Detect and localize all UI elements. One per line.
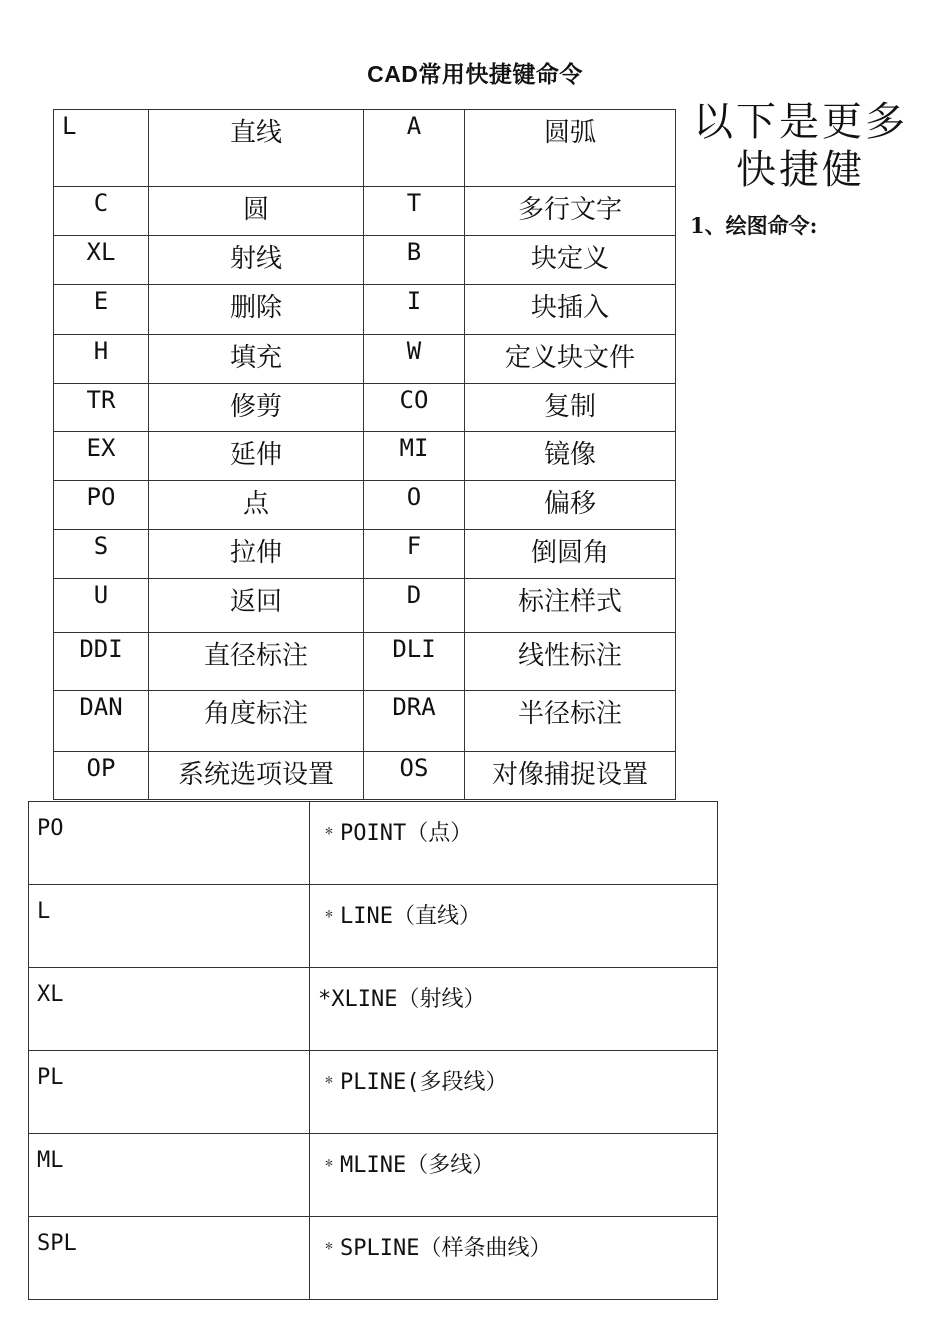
command-name: 线性标注: [465, 633, 676, 691]
shortcut-key: W: [364, 335, 465, 384]
shortcut-key: D: [364, 579, 465, 633]
shortcut-row: [54, 285, 676, 335]
command-alias: PO: [29, 802, 310, 885]
draw-command-table: [28, 801, 718, 1300]
section-heading: 1、绘图命令:: [690, 213, 818, 238]
shortcut-key: MI: [364, 432, 465, 481]
shortcut-key: CO: [364, 384, 465, 432]
shortcut-key: E: [54, 285, 149, 335]
shortcut-key: DLI: [364, 633, 465, 691]
draw-command-row: [29, 968, 718, 1051]
command-name: 延伸: [149, 432, 364, 481]
shortcut-key: O: [364, 481, 465, 530]
shortcut-key: DAN: [54, 691, 149, 752]
shortcut-key: S: [54, 530, 149, 579]
draw-command-row: [29, 802, 718, 885]
command-name: 圆弧: [465, 110, 676, 187]
shortcut-key: TR: [54, 384, 149, 432]
command-name: 删除: [149, 285, 364, 335]
shortcut-row: [54, 579, 676, 633]
shortcut-key: EX: [54, 432, 149, 481]
command-name: 倒圆角: [465, 530, 676, 579]
command-name: 对像捕捉设置: [465, 752, 676, 800]
shortcut-key: L: [54, 110, 149, 187]
shortcut-row: [54, 633, 676, 691]
draw-command-row: [29, 1051, 718, 1134]
side-heading: 以下是更多快捷健: [693, 99, 908, 193]
command-name: 点: [149, 481, 364, 530]
shortcut-row: [54, 335, 676, 384]
command-name: 标注样式: [465, 579, 676, 633]
command-name: 块定义: [465, 236, 676, 285]
shortcut-key: PO: [54, 481, 149, 530]
command-name: 拉伸: [149, 530, 364, 579]
draw-command-row: [29, 885, 718, 968]
command-name: 偏移: [465, 481, 676, 530]
command-full-name: ﹡POINT（点）: [310, 802, 718, 885]
command-name: 块插入: [465, 285, 676, 335]
shortcut-row: [54, 752, 676, 800]
shortcut-key: XL: [54, 236, 149, 285]
command-alias: XL: [29, 968, 310, 1051]
shortcut-key: DRA: [364, 691, 465, 752]
shortcut-row: [54, 187, 676, 236]
draw-command-row: [29, 1134, 718, 1217]
command-full-name: ﹡SPLINE（样条曲线）: [310, 1217, 718, 1300]
shortcut-row: [54, 530, 676, 579]
shortcut-key: C: [54, 187, 149, 236]
shortcut-key: OP: [54, 752, 149, 800]
shortcut-key: DDI: [54, 633, 149, 691]
shortcut-row: [54, 236, 676, 285]
command-name: 射线: [149, 236, 364, 285]
shortcut-key: A: [364, 110, 465, 187]
command-name: 填充: [149, 335, 364, 384]
shortcut-key: T: [364, 187, 465, 236]
command-name: 系统选项设置: [149, 752, 364, 800]
shortcut-row: [54, 384, 676, 432]
command-name: 修剪: [149, 384, 364, 432]
draw-command-row: [29, 1217, 718, 1300]
shortcut-row: [54, 481, 676, 530]
command-full-name: *XLINE（射线）: [310, 968, 718, 1051]
command-name: 多行文字: [465, 187, 676, 236]
shortcut-key: I: [364, 285, 465, 335]
command-name: 复制: [465, 384, 676, 432]
shortcut-row: [54, 432, 676, 481]
command-name: 直径标注: [149, 633, 364, 691]
command-full-name: ﹡PLINE(多段线）: [310, 1051, 718, 1134]
command-name: 角度标注: [149, 691, 364, 752]
command-name: 镜像: [465, 432, 676, 481]
shortcut-key: F: [364, 530, 465, 579]
shortcut-key: OS: [364, 752, 465, 800]
command-name: 定义块文件: [465, 335, 676, 384]
command-name: 直线: [149, 110, 364, 187]
shortcut-row: [54, 691, 676, 752]
command-name: 半径标注: [465, 691, 676, 752]
command-full-name: ﹡MLINE（多线）: [310, 1134, 718, 1217]
command-name: 圆: [149, 187, 364, 236]
shortcut-row: [54, 110, 676, 187]
command-full-name: ﹡LINE（直线）: [310, 885, 718, 968]
shortcut-key: U: [54, 579, 149, 633]
shortcut-table: [53, 109, 676, 800]
shortcut-key: H: [54, 335, 149, 384]
command-name: 返回: [149, 579, 364, 633]
page-title: CAD常用快捷键命令: [367, 61, 583, 87]
shortcut-key: B: [364, 236, 465, 285]
command-alias: SPL: [29, 1217, 310, 1300]
command-alias: L: [29, 885, 310, 968]
command-alias: PL: [29, 1051, 310, 1134]
command-alias: ML: [29, 1134, 310, 1217]
